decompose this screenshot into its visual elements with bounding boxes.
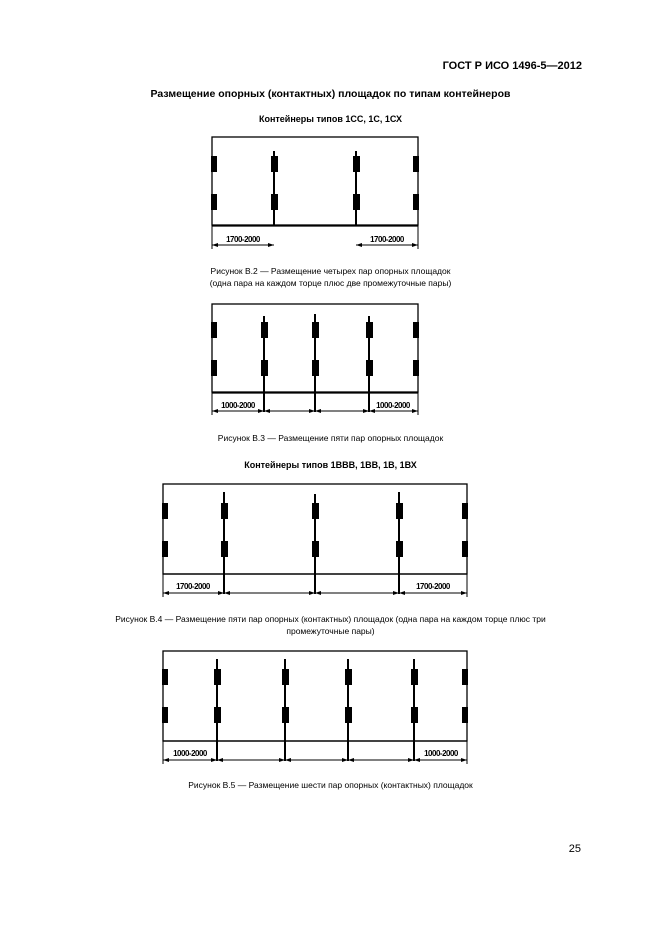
support-pad bbox=[271, 156, 278, 172]
support-pad bbox=[366, 322, 373, 338]
support-pad bbox=[211, 360, 217, 376]
support-pad bbox=[312, 322, 319, 338]
support-pad bbox=[411, 707, 418, 723]
support-pad bbox=[345, 669, 352, 685]
support-pad bbox=[462, 503, 468, 519]
support-pad bbox=[221, 503, 228, 519]
dimension-label-left: 1000-2000 bbox=[173, 749, 207, 758]
page-title: Размещение опорных (контактных) площадок по типам контейнеров bbox=[150, 88, 511, 100]
figure-b5-diagram bbox=[0, 645, 661, 765]
support-pad bbox=[413, 194, 419, 210]
support-pad bbox=[221, 541, 228, 557]
page-number: 25 bbox=[568, 843, 581, 855]
container-outline bbox=[212, 137, 418, 225]
support-pad bbox=[282, 707, 289, 723]
figure-b4-caption bbox=[30, 613, 631, 637]
support-pad bbox=[411, 669, 418, 685]
arrow-head bbox=[412, 243, 418, 247]
support-pad bbox=[396, 541, 403, 557]
caption-line: Рисунок В.4 — Размещение пяти пар опорных (контактных) площадок (одна пара на каждом торце плюс три bbox=[115, 614, 546, 624]
dimension-label-right: 1700-2000 bbox=[416, 582, 450, 591]
arrow-head bbox=[163, 591, 169, 595]
arrow-head bbox=[461, 758, 467, 762]
caption-line: промежуточные пары) bbox=[286, 626, 375, 636]
figure-b4-diagram bbox=[0, 478, 661, 598]
support-pad bbox=[271, 194, 278, 210]
support-pad bbox=[211, 194, 217, 210]
support-pad bbox=[282, 669, 289, 685]
support-pad bbox=[353, 194, 360, 210]
figure-b2-caption bbox=[30, 265, 631, 289]
support-pad bbox=[462, 707, 468, 723]
support-pad bbox=[462, 541, 468, 557]
arrow-head bbox=[412, 409, 418, 413]
support-pad bbox=[211, 156, 217, 172]
document-header: ГОСТ Р ИСО 1496-5—2012 bbox=[442, 60, 582, 72]
support-pad bbox=[312, 541, 319, 557]
dimension-label-right: 1000-2000 bbox=[424, 749, 458, 758]
dimension-label-left: 1700-2000 bbox=[176, 582, 210, 591]
support-pad bbox=[261, 360, 268, 376]
support-pad bbox=[162, 503, 168, 519]
dimension-label-right: 1700-2000 bbox=[370, 235, 404, 244]
support-pad bbox=[214, 669, 221, 685]
arrow-head bbox=[212, 243, 218, 247]
dimension-label-left: 1700-2000 bbox=[226, 235, 260, 244]
support-pad bbox=[396, 503, 403, 519]
section-heading-1bbb: Контейнеры типов 1ВВВ, 1ВВ, 1В, 1ВХ bbox=[244, 460, 417, 470]
support-pad bbox=[462, 669, 468, 685]
support-pad bbox=[162, 541, 168, 557]
support-pad bbox=[162, 669, 168, 685]
figure-b2-diagram bbox=[0, 130, 661, 250]
dimension-label-left: 1000-2000 bbox=[221, 401, 255, 410]
support-pad bbox=[162, 707, 168, 723]
support-pad bbox=[353, 156, 360, 172]
figure-b5-caption bbox=[30, 779, 631, 791]
figure-b3-diagram bbox=[0, 296, 661, 416]
arrow-head bbox=[268, 243, 274, 247]
support-pad bbox=[345, 707, 352, 723]
caption-line: Рисунок В.5 — Размещение шести пар опорных (контактных) площадок bbox=[188, 780, 473, 790]
support-pad bbox=[261, 322, 268, 338]
caption-line: Рисунок В.3 — Размещение пяти пар опорных площадок bbox=[217, 433, 444, 443]
support-pad bbox=[413, 156, 419, 172]
support-pad bbox=[312, 360, 319, 376]
support-pad bbox=[366, 360, 373, 376]
support-pad bbox=[211, 322, 217, 338]
figure-b3-caption bbox=[30, 432, 631, 444]
arrow-head bbox=[163, 758, 169, 762]
caption-line: Рисунок В.2 — Размещение четырех пар опорных площадок bbox=[210, 266, 451, 276]
support-pad bbox=[413, 360, 419, 376]
arrow-head bbox=[212, 409, 218, 413]
caption-line: (одна пара на каждом торце плюс две промежуточные пары) bbox=[209, 278, 452, 288]
arrow-head bbox=[461, 591, 467, 595]
section-heading-1cc: Контейнеры типов 1СС, 1С, 1СХ bbox=[258, 114, 403, 124]
container-outline bbox=[163, 651, 467, 741]
arrow-head bbox=[356, 243, 362, 247]
dimension-label-right: 1000-2000 bbox=[376, 401, 410, 410]
support-pad bbox=[312, 503, 319, 519]
support-pad bbox=[214, 707, 221, 723]
support-pad bbox=[413, 322, 419, 338]
